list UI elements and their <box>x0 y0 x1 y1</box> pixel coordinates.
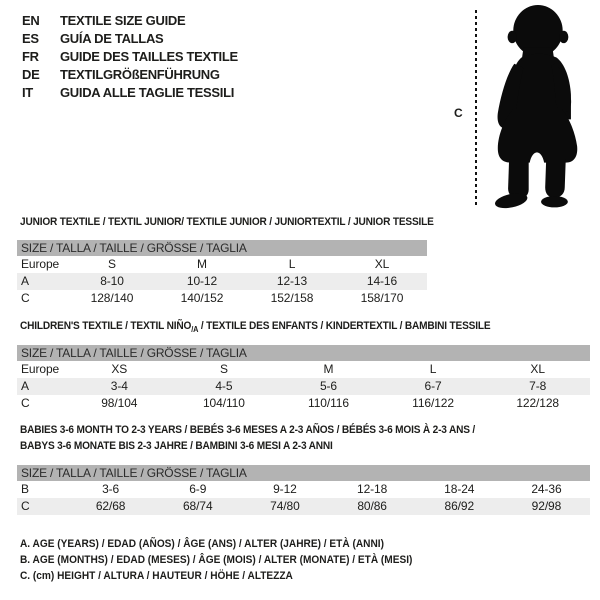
height-dashed-line <box>475 10 477 208</box>
table-cell: 12-13 <box>276 274 308 288</box>
language-row <box>22 66 238 84</box>
row-label: Europe <box>21 362 60 376</box>
table-row <box>17 378 590 395</box>
row-label: C <box>21 291 30 305</box>
language-code: EN <box>22 13 40 28</box>
table-cell: 7-8 <box>529 379 547 393</box>
language-title: TEXTILE SIZE GUIDE <box>60 13 186 28</box>
table-cell: M <box>323 362 334 376</box>
table-cell: 5-6 <box>319 379 337 393</box>
table-cell: 3-6 <box>102 482 120 496</box>
language-code: IT <box>22 85 33 100</box>
table-cell: 18-24 <box>444 482 475 496</box>
junior-size-table <box>17 256 427 307</box>
table-cell: 62/68 <box>95 499 126 513</box>
table-cell: 68/74 <box>182 499 213 513</box>
language-title: TEXTILGRÖßENFÜHRUNG <box>60 67 220 82</box>
language-row <box>22 48 238 66</box>
row-label: B <box>21 482 29 496</box>
row-label: A <box>21 379 29 393</box>
table-cell: 86/92 <box>444 499 475 513</box>
children-size-header-bar: SIZE / TALLA / TAILLE / GRÖSSE / TAGLIA <box>17 345 590 361</box>
table-row <box>17 256 427 273</box>
table-cell: 158/170 <box>360 291 404 305</box>
footnote-age-years: A. AGE (YEARS) / EDAD (AÑOS) / ÂGE (ANS) / ALTER (JAHRE) / ETÀ (ANNI) <box>20 538 384 550</box>
table-cell: 9-12 <box>273 482 297 496</box>
table-cell: 10-12 <box>186 274 218 288</box>
height-measure-label: C <box>454 106 463 120</box>
table-cell: 4-5 <box>215 379 233 393</box>
row-label: A <box>21 274 29 288</box>
children-title-text: / TEXTILE DES ENFANTS / KINDERTEXTIL / BAMBINI TESSILE <box>198 320 491 332</box>
table-cell: XS <box>111 362 128 376</box>
footnote-age-months: B. AGE (MONTHS) / EDAD (MESES) / ÂGE (MOIS) / ALTER (MONATE) / ETÀ (MESI) <box>20 554 413 566</box>
table-cell: 12-18 <box>357 482 388 496</box>
table-cell: L <box>288 257 296 271</box>
table-cell: 8-10 <box>100 274 124 288</box>
table-cell: 24-36 <box>531 482 562 496</box>
children-size-table <box>17 361 590 412</box>
language-header <box>22 12 238 102</box>
language-code: FR <box>22 49 39 64</box>
table-row <box>17 361 590 378</box>
table-row <box>17 273 427 290</box>
language-row <box>22 84 238 102</box>
table-cell: 6-9 <box>189 482 207 496</box>
children-title-text: CHILDREN'S TEXTILE / TEXTIL NIÑO <box>20 320 192 332</box>
babies-size-table <box>17 481 590 515</box>
table-row <box>17 290 427 307</box>
table-cell: XL <box>530 362 545 376</box>
children-title-subscript: /A <box>191 325 199 335</box>
babies-title-line1: BABIES 3-6 MONTH TO 2-3 YEARS / BEBÉS 3-6 MESES A 2-3 AÑOS / BÉBÉS 3-6 MOIS À 2-3 ANS / <box>20 424 476 436</box>
table-row <box>17 395 590 412</box>
language-row <box>22 30 238 48</box>
language-title: GUIDA ALLE TAGLIE TESSILI <box>60 85 235 100</box>
table-cell: XL <box>374 257 390 271</box>
table-cell: 98/104 <box>101 396 138 410</box>
babies-title-line2: BABYS 3-6 MONATE BIS 2-3 JAHRE / BAMBINI 3-6 MESI A 2-3 ANNI <box>20 440 333 452</box>
table-cell: 116/122 <box>412 396 454 410</box>
table-cell: 152/158 <box>270 291 314 305</box>
language-code: ES <box>22 31 39 46</box>
table-cell: 80/86 <box>357 499 387 513</box>
footnote-height-cm: C. (cm) HEIGHT / ALTURA / HAUTEUR / HÖHE / ALTEZZA <box>20 570 293 582</box>
table-cell: 6-7 <box>424 379 442 393</box>
language-title: GUÍA DE TALLAS <box>60 31 164 46</box>
language-row <box>22 12 238 30</box>
table-cell: M <box>197 257 207 271</box>
children-section-title <box>20 318 490 338</box>
language-title: GUIDE DES TAILLES TEXTILE <box>60 49 238 64</box>
junior-section-title: JUNIOR TEXTILE / TEXTIL JUNIOR/ TEXTILE JUNIOR / JUNIORTEXTIL / JUNIOR TESSILE <box>20 216 434 228</box>
babies-size-header-bar: SIZE / TALLA / TAILLE / GRÖSSE / TAGLIA <box>17 465 590 481</box>
toddler-silhouette-image <box>482 4 596 210</box>
table-cell: 92/98 <box>531 499 562 513</box>
table-cell: 140/152 <box>180 291 224 305</box>
table-cell: S <box>219 362 228 376</box>
table-cell: L <box>429 362 437 376</box>
row-label: C <box>21 499 30 513</box>
table-cell: 104/110 <box>202 396 245 410</box>
table-cell: 74/80 <box>270 499 300 513</box>
table-cell: 122/128 <box>516 396 560 410</box>
row-label: C <box>21 396 30 410</box>
table-cell: 14-16 <box>366 274 398 288</box>
table-row <box>17 498 590 515</box>
table-row <box>17 481 590 498</box>
row-label: Europe <box>21 257 60 271</box>
babies-section-title <box>20 422 475 454</box>
footnotes <box>20 536 412 584</box>
table-cell: S <box>108 257 116 271</box>
table-cell: 128/140 <box>90 291 134 305</box>
junior-size-header-bar: SIZE / TALLA / TAILLE / GRÖSSE / TAGLIA <box>17 240 427 256</box>
table-cell: 3-4 <box>110 379 128 393</box>
table-cell: 110/116 <box>308 396 349 410</box>
language-code: DE <box>22 67 40 82</box>
